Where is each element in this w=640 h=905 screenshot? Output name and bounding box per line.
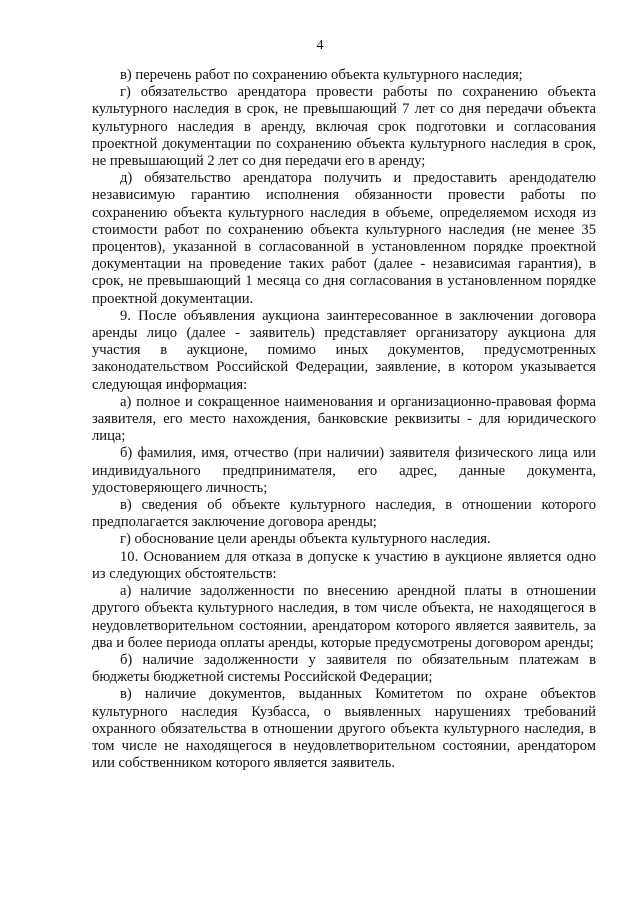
page-number: 4	[316, 38, 324, 53]
paragraph-list-item-g: г) обязательство арендатора провести работы по сохранению объекта культурного наследия в срок, не превышающий 7 лет со дня передачи объекта культурного наследия в аренду, включая срок подготовки и согласования проектной документации по сохранению объекта культурного наследия в срок, не превышающий 2 лет со дня передачи его в аренду;	[92, 84, 596, 170]
paragraph-clause-9: 9. После объявления аукциона заинтересованное в заключении договора аренды лицо (далее - заявитель) представляет организатору аукциона для участия в аукционе, помимо иных документов, предусмотренных законодательством Российской Федерации, заявление, в котором указывается следующая информация:	[92, 307, 596, 393]
document-body	[92, 67, 596, 772]
paragraph-list-item-v: в) перечень работ по сохранению объекта культурного наследия;	[120, 67, 523, 83]
paragraph-clause-9-item-a: а) полное и сокращенное наименования и организационно-правовая форма заявителя, его место нахождения, банковские реквизиты - для юридического лица;	[92, 393, 596, 445]
paragraph-clause-10-item-v: в) наличие документов, выданных Комитетом по охране объектов культурного наследия Кузбасса, о выявленных нарушениях требований охранного обязательства в отношении другого объекта культурного наследия, в том числе не находящегося в неудовлетворительном состоянии, арендатором или собственником которого является заявитель.	[92, 686, 596, 772]
paragraph-clause-10-item-a: а) наличие задолженности по внесению арендной платы в отношении другого объекта культурного наследия, в том числе объекта, не находящегося в неудовлетворительном состоянии, арендатором которого является заявитель, за два и более периода оплаты аренды, которые предусмотрены договором аренды;	[92, 583, 596, 651]
paragraph-list-item-d: д) обязательство арендатора получить и предоставить арендодателю независимую гарантию исполнения обязанности провести работы по сохранению объекта культурного наследия в объеме, определяемом исходя из стоимости работ по сохранению объекта культурного наследия (не менее 35 процентов), указанной в согласованной в установленном порядке проектной документации на проведение таких работ (далее - независимая гарантия), в срок, не превышающий 1 месяца со дня согласования в установленном порядке проектной документации.	[92, 170, 596, 307]
paragraph-clause-10-item-b: б) наличие задолженности у заявителя по обязательным платежам в бюджеты бюджетной системы Российской Федерации;	[92, 651, 596, 686]
paragraph-clause-9-item-v: в) сведения об объекте культурного наследия, в отношении которого предполагается заключение договора аренды;	[92, 497, 596, 531]
paragraph-clause-9-item-b: б) фамилия, имя, отчество (при наличии) заявителя физического лица или индивидуального предпринимателя, его адрес, данные документа, удостоверяющего личность;	[92, 445, 596, 496]
paragraph-clause-9-item-g: г) обоснование цели аренды объекта культурного наследия.	[120, 531, 491, 548]
paragraph-clause-10: 10. Основанием для отказа в допуске к участию в аукционе является одно из следующих обстоятельств:	[92, 548, 596, 582]
